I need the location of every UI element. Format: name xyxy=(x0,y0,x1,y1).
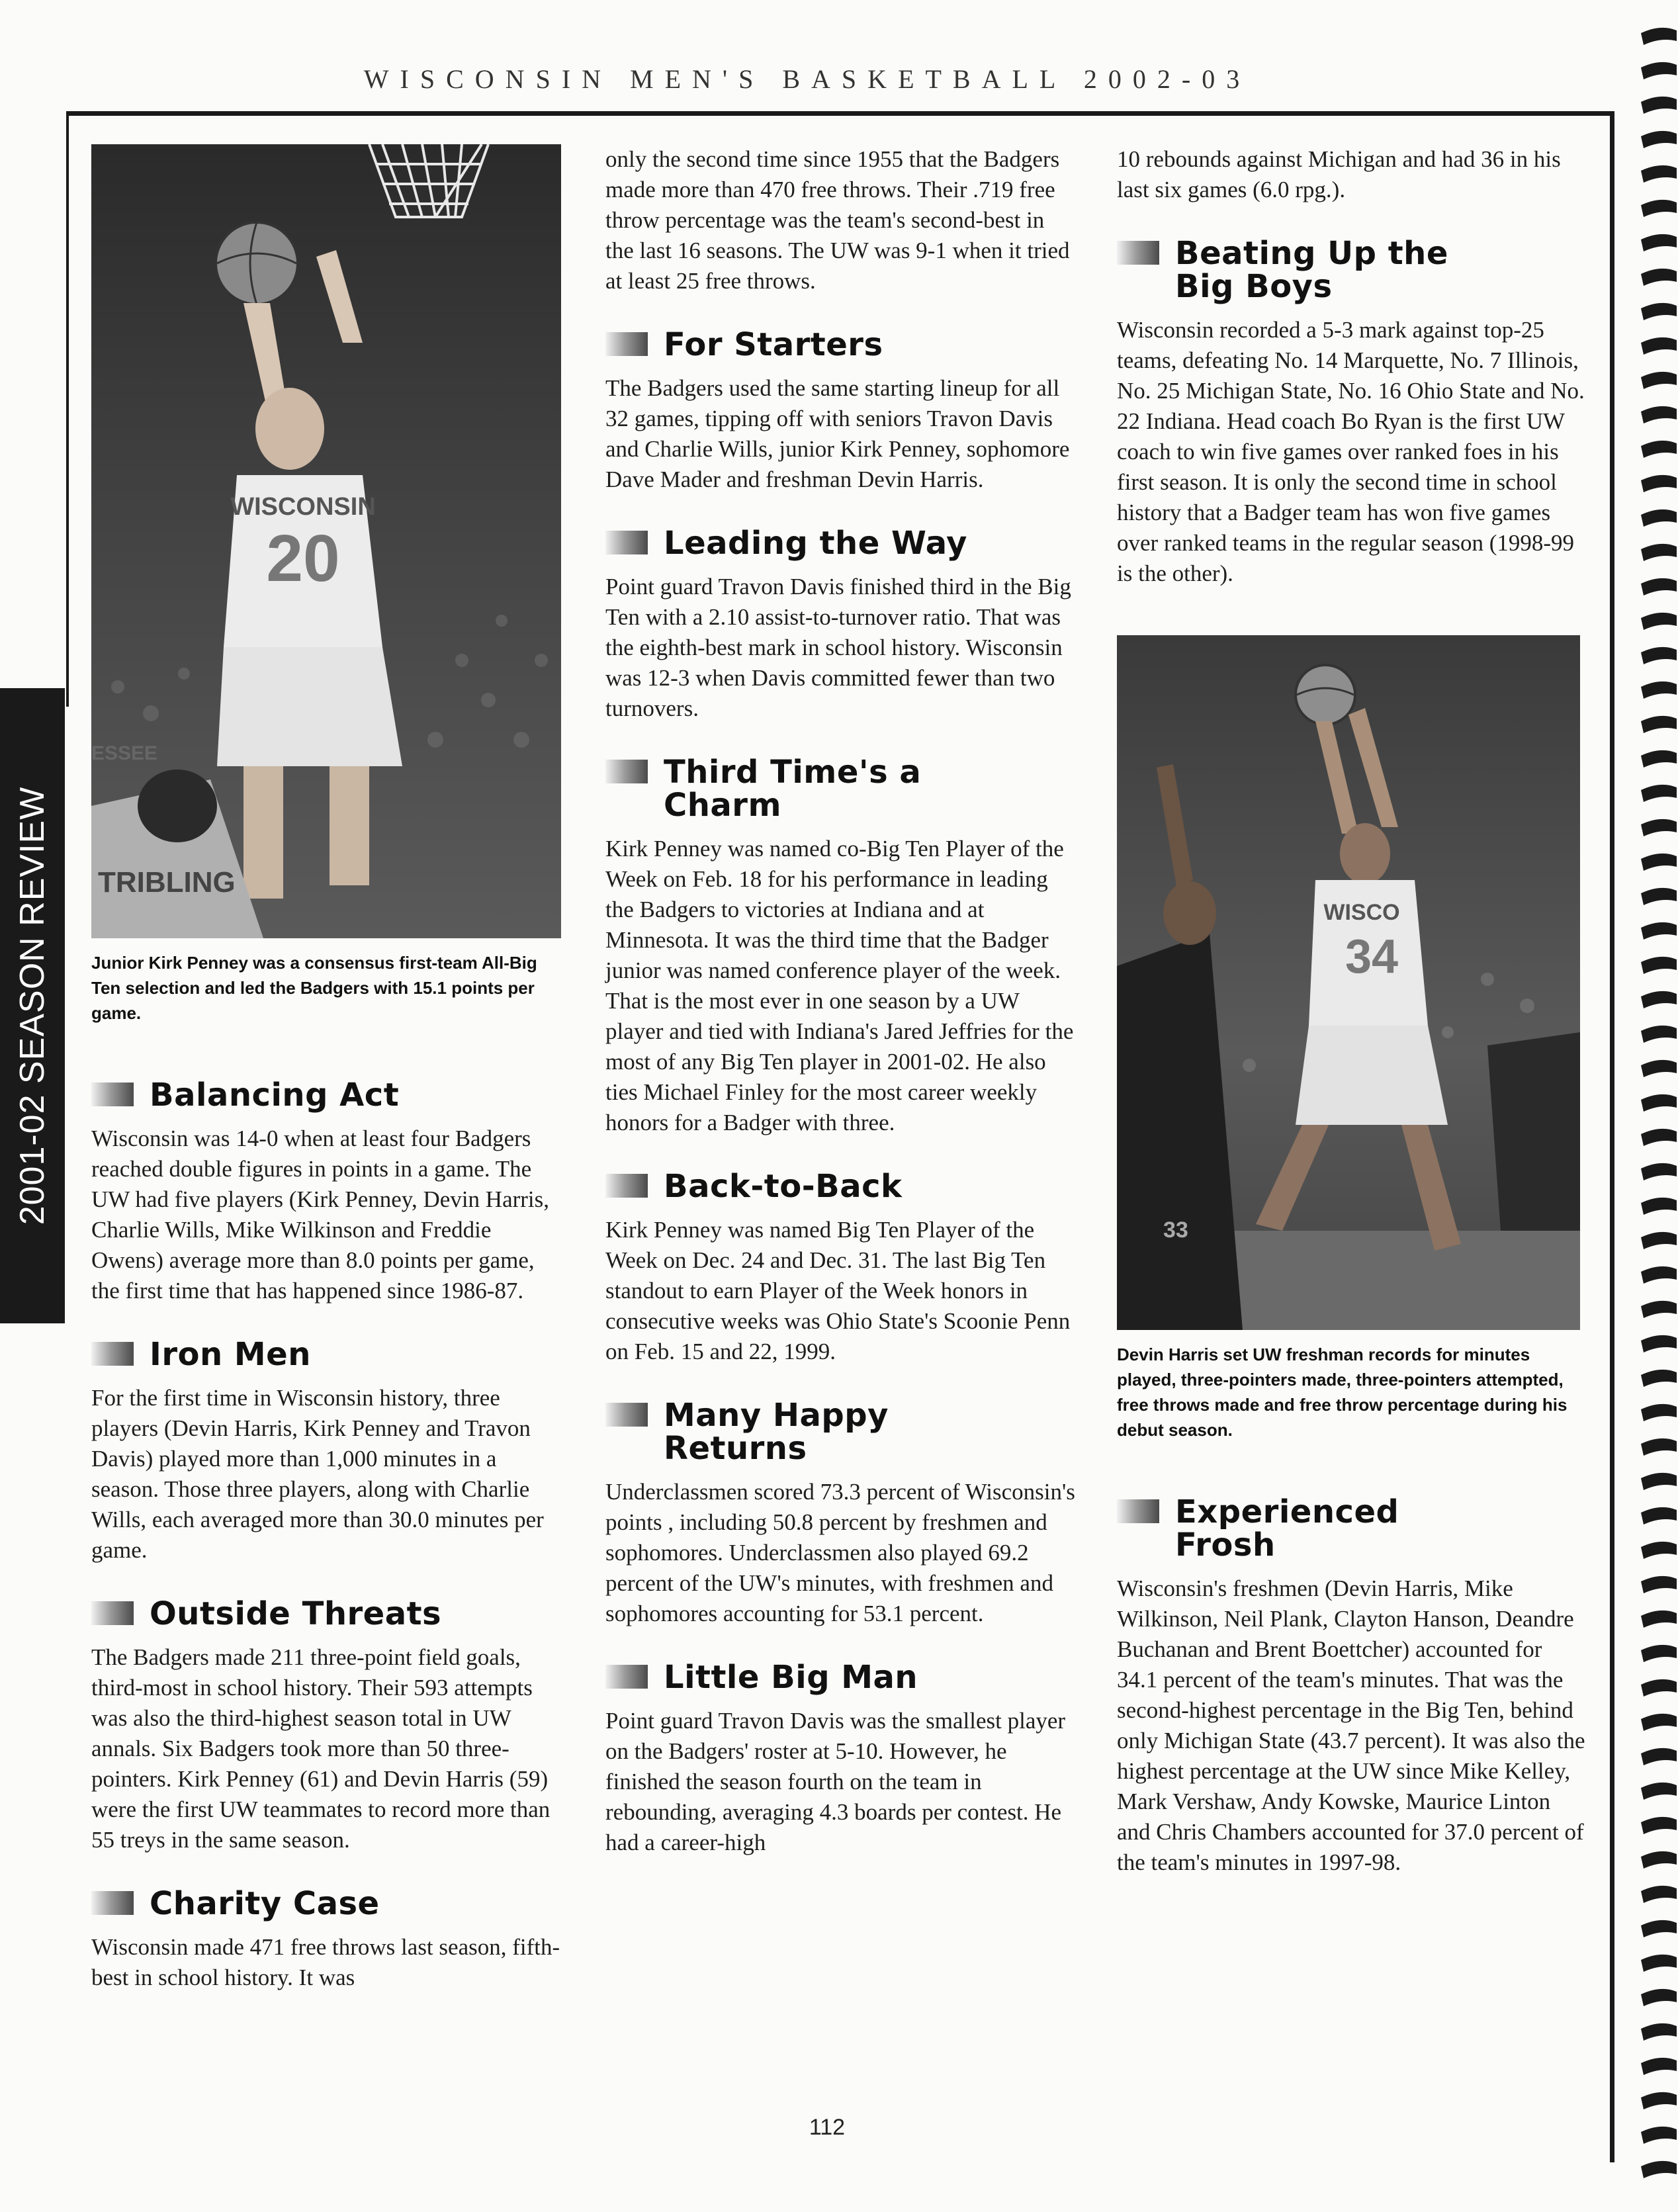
item-body: Wisconsin made 471 free throws last season, fifth-best in school history. It was xyxy=(91,1934,560,1990)
spiral-coil xyxy=(1641,2023,1677,2041)
spiral-coil xyxy=(1641,854,1677,871)
photo-kirk-penney-caption: Junior Kirk Penney was a consensus first-team All-Big Ten selection and led the Badgers with 15.1 points per game. xyxy=(91,953,537,1023)
item-title: Little Big Man xyxy=(664,1659,918,1696)
item-leading-the-way xyxy=(605,527,1075,724)
spiral-coil xyxy=(1641,1473,1677,1490)
item-title: Experienced Frosh xyxy=(1175,1493,1399,1564)
section-bullet xyxy=(91,1342,134,1366)
item-body: Point guard Travon Davis was the smallest player on the Badgers' roster at 5-10. However, he finished the season fourth on the team in rebounding, averaging 4.3 boards per contest. He had a career-high xyxy=(605,1708,1066,1855)
spiral-coil xyxy=(1641,1920,1677,1937)
section-bullet xyxy=(605,1174,648,1198)
item-title: Back-to-Back xyxy=(664,1168,903,1205)
spiral-coil xyxy=(1641,406,1677,423)
spiral-coil xyxy=(1641,1955,1677,1972)
item-body: The Badgers used the same starting lineup for all 32 games, tipping off with seniors Travon Davis and Charlie Wills, junior Kirk Penney, sophomore Dave Mader and freshman Devin Harris. xyxy=(605,375,1070,492)
spiral-coil xyxy=(1641,785,1677,802)
spiral-coil xyxy=(1641,716,1677,733)
section-bullet xyxy=(605,531,648,554)
photo-devin-harris-caption: Devin Harris set UW freshman records for minutes played, three-pointers made, three-pointers attempted, free throws made and free throw percentage during his debut season. xyxy=(1117,1345,1568,1440)
item-body: Wisconsin's freshmen (Devin Harris, Mike Wilkinson, Neil Plank, Clayton Hanson, Deandre Buchanan and Brent Boettcher) accounted for 34.1 percent of the team's minutes. That was the second-highest percentage in the Big Ten, behind only Michigan State (43.7 percent). It was also the highest percentage at the UW since Mike Kelley, Mark Vershaw, Andy Kowske, Maurice Linton and Chris Chambers accounted for 37.0 percent of the team's minutes in 1997-98. xyxy=(1117,1575,1585,1875)
jersey2-number: 34 xyxy=(1345,930,1399,983)
spiral-coil xyxy=(1641,544,1677,561)
column-3 xyxy=(1117,144,1587,1910)
spiral-coil xyxy=(1641,303,1677,320)
spiral-coil xyxy=(1641,957,1677,974)
spiral-coil xyxy=(1641,1129,1677,1146)
item-body: Kirk Penney was named Big Ten Player of the Week on Dec. 24 and Dec. 31. The last Big Ten standout to earn Player of the Week honors in consecutive weeks was Ohio State's Scoonie Penn on Feb. 15 and 22, 1999. xyxy=(605,1217,1071,1364)
spiral-coil xyxy=(1641,97,1677,114)
section-bullet xyxy=(91,1601,134,1625)
side-tab-label: 2001-02 SEASON REVIEW xyxy=(13,786,52,1225)
section-bullet xyxy=(1117,241,1159,265)
spiral-coil xyxy=(1641,888,1677,905)
spiral-coil xyxy=(1641,819,1677,836)
item-body: For the first time in Wisconsin history, three players (Devin Harris, Kirk Penney and Travon Davis) played more than 1,000 minutes in a season. Those three players, along with Charlie Wills, each averaged more than 30.0 minutes per game. xyxy=(91,1385,544,1563)
item-title: Third Time's a Charm xyxy=(664,754,922,824)
opponent-jersey-text: TRIBLING xyxy=(98,866,236,899)
column-1 xyxy=(91,144,561,2025)
item-body: The Badgers made 211 three-point field goals, third-most in school history. Their 593 attempts was also the third-highest season total in UW annals. Six Badgers took more than 50 three-pointers. Kirk Penney (61) and Devin Harris (59) were the first UW teammates to record more than 55 treys in the same season. xyxy=(91,1644,551,1853)
section-bullet xyxy=(605,1665,648,1689)
spiral-coil xyxy=(1641,131,1677,148)
section-bullet xyxy=(91,1891,134,1915)
spiral-coil xyxy=(1641,1438,1677,1456)
spiral-coil xyxy=(1641,62,1677,79)
spiral-coil xyxy=(1641,1576,1677,1593)
spiral-coil xyxy=(1641,2161,1677,2178)
item-title: Many Happy Returns xyxy=(664,1397,889,1467)
item-body: Underclassmen scored 73.3 percent of Wisconsin's points , including 50.8 percent by freshmen and sophomores. Underclassmen also played 69.2 percent of the UW's minutes, with freshmen and sophomores accounting for 53.1 percent. xyxy=(605,1479,1075,1626)
item-body: Wisconsin was 14-0 when at least four Badgers reached double figures in points in a game. The UW had five players (Kirk Penney, Devin Harris, Charlie Wills, Mike Wilkinson and Freddie Owens) average more than 8.0 points per game, the first time that has happened since 1986-87. xyxy=(91,1126,550,1304)
item-beating-up-the-big-boys xyxy=(1117,237,1587,589)
section-bullet xyxy=(605,1403,648,1427)
opponent-jersey-text-2: ESSEE xyxy=(91,742,158,764)
spiral-coil xyxy=(1641,2127,1677,2144)
item-title: For Starters xyxy=(664,326,883,363)
spiral-coil xyxy=(1641,372,1677,389)
spiral-binding xyxy=(1634,13,1678,2197)
jersey2-text: WISCO xyxy=(1323,900,1400,925)
spiral-coil xyxy=(1641,1232,1677,1249)
spiral-coil xyxy=(1641,682,1677,699)
item-title: Charity Case xyxy=(150,1885,380,1922)
item-iron-men xyxy=(91,1338,561,1566)
section-bullet xyxy=(605,760,648,783)
spiral-coil xyxy=(1641,1542,1677,1559)
photo-devin-harris-image xyxy=(1117,635,1580,1330)
left-rule xyxy=(66,111,69,707)
item-charity-case xyxy=(91,1887,561,1993)
item-title: Outside Threats xyxy=(150,1595,442,1632)
spiral-coil xyxy=(1641,1783,1677,1800)
spiral-coil xyxy=(1641,1266,1677,1284)
spiral-coil xyxy=(1641,509,1677,527)
spiral-coil xyxy=(1641,200,1677,217)
section-bullet xyxy=(1117,1499,1159,1523)
spiral-coil xyxy=(1641,1335,1677,1352)
continued-text: 10 rebounds against Michigan and had 36 in his last six games (6.0 rpg.). xyxy=(1117,146,1561,202)
spiral-coil xyxy=(1641,750,1677,768)
spiral-coil xyxy=(1641,441,1677,458)
item-outside-threats xyxy=(91,1597,561,1855)
top-rule xyxy=(66,111,1614,116)
spiral-coil xyxy=(1641,991,1677,1008)
item-little-big-man xyxy=(605,1661,1075,1858)
spiral-coil xyxy=(1641,1404,1677,1421)
item-body: Kirk Penney was named co-Big Ten Player of the Week on Feb. 18 for his performance in leading the Badgers to victories at Indiana and at Minnesota. It was the third time that the Badger junior was named conference player of the week. That is the most ever in one season by a UW player and tied with Indiana's Jared Jeffries for the most of any Big Ten player in 2001-02. He also ties Michael Finley for the most career weekly honors for a Badger with three. xyxy=(605,836,1074,1135)
item-body: Wisconsin recorded a 5-3 mark against top-25 teams, defeating No. 14 Marquette, No. 7 Illinois, No. 25 Michigan State, No. 16 Ohio State and No. 22 Indiana. Head coach Bo Ryan is the first UW coach to win five games over ranked foes in his first season. It is only the second time in school history that a Badger team has won five games over ranked teams in the regular season (1998-99 is the other). xyxy=(1117,317,1585,586)
item-many-happy-returns xyxy=(605,1399,1075,1629)
spiral-coil xyxy=(1641,1301,1677,1318)
spiral-coil xyxy=(1641,1060,1677,1077)
item-for-starters xyxy=(605,328,1075,495)
spiral-coil xyxy=(1641,475,1677,492)
item-title: Beating Up the Big Boys xyxy=(1175,235,1448,305)
item-balancing-act xyxy=(91,1079,561,1306)
spiral-coil xyxy=(1641,234,1677,251)
spiral-coil xyxy=(1641,1886,1677,1903)
item-title: Iron Men xyxy=(150,1336,311,1373)
spiral-coil xyxy=(1641,1645,1677,1662)
spiral-coil xyxy=(1641,1989,1677,2006)
item-back-to-back xyxy=(605,1170,1075,1367)
spiral-coil xyxy=(1641,1679,1677,1697)
spiral-coil xyxy=(1641,1507,1677,1525)
column-2 xyxy=(605,144,1075,1890)
spiral-coil xyxy=(1641,1611,1677,1628)
item-third-times-a-charm xyxy=(605,756,1075,1138)
spiral-coil xyxy=(1641,1026,1677,1043)
photo-devin-harris xyxy=(1117,635,1580,1330)
spiral-coil xyxy=(1641,2058,1677,2075)
item-title: Balancing Act xyxy=(150,1077,400,1114)
right-rule xyxy=(1610,111,1614,2162)
spiral-coil xyxy=(1641,1370,1677,1387)
section-bullet xyxy=(91,1083,134,1106)
section-bullet xyxy=(605,332,648,356)
court-side-number: 33 xyxy=(1163,1217,1188,1243)
spiral-coil xyxy=(1641,1817,1677,1834)
spiral-coil xyxy=(1641,1198,1677,1215)
spiral-coil xyxy=(1641,28,1677,45)
item-body: Point guard Travon Davis finished third in the Big Ten with a 2.10 assist-to-turnover ratio. That was the eighth-best mark in school history. Wisconsin was 12-3 when Davis committed fewer than two turnovers. xyxy=(605,574,1071,721)
spiral-coil xyxy=(1641,1094,1677,1112)
spiral-coil xyxy=(1641,1163,1677,1180)
jersey1-text: WISCONSIN xyxy=(230,493,376,521)
item-title: Leading the Way xyxy=(664,525,967,562)
continued-text: only the second time since 1955 that the Badgers made more than 470 free throws. Their .719 free throw percentage was the team's second-best in the last 16 seasons. The UW was 9-1 when it tried at least 25 free throws. xyxy=(605,146,1070,294)
page-number: 112 xyxy=(809,2115,846,2140)
running-head: WISCONSIN MEN'S BASKETBALL 2002-03 xyxy=(363,64,1251,94)
spiral-coil xyxy=(1641,613,1677,630)
spiral-coil xyxy=(1641,1714,1677,1731)
spiral-coil xyxy=(1641,269,1677,286)
spiral-coil xyxy=(1641,337,1677,355)
spiral-coil xyxy=(1641,1748,1677,1765)
jersey1-number: 20 xyxy=(266,521,340,596)
spiral-coil xyxy=(1641,165,1677,183)
section-side-tab xyxy=(0,688,65,1323)
spiral-coil xyxy=(1641,2092,1677,2109)
spiral-coil xyxy=(1641,1851,1677,1869)
photo-kirk-penney-image xyxy=(91,144,561,938)
item-experienced-frosh xyxy=(1117,1495,1587,1878)
spiral-coil xyxy=(1641,578,1677,596)
photo-kirk-penney xyxy=(91,144,561,938)
spiral-coil xyxy=(1641,922,1677,940)
spiral-coil xyxy=(1641,647,1677,664)
